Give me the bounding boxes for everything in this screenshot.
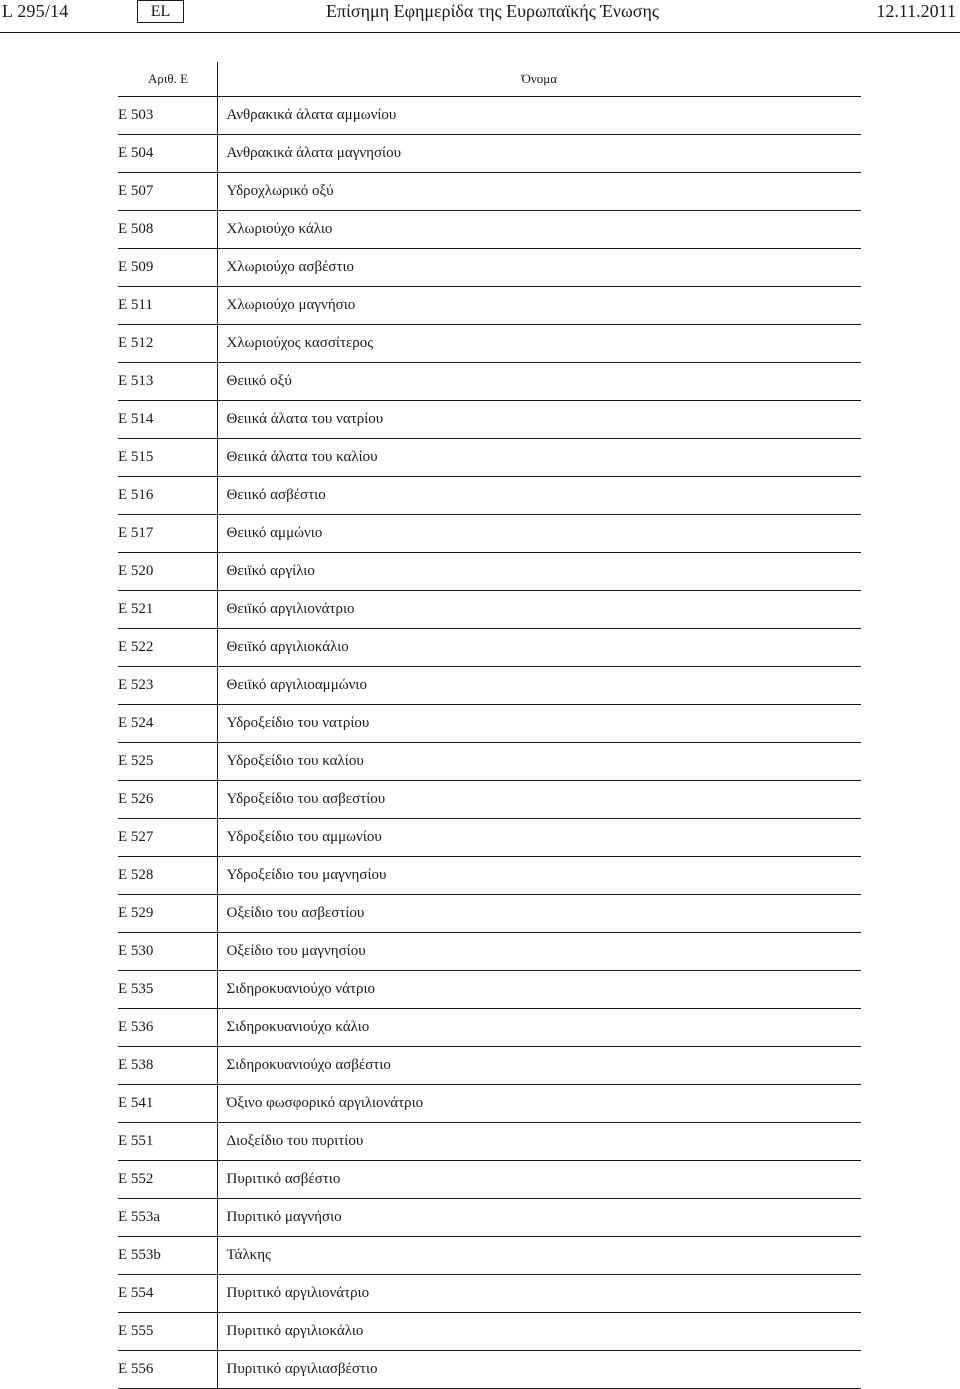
column-header-code: Αριθ. E bbox=[118, 62, 217, 97]
table-row bbox=[118, 895, 861, 933]
e-number-cell: E 525 bbox=[118, 743, 217, 781]
additive-name-cell: Οξείδιο του μαγνησίου bbox=[217, 933, 861, 971]
table-body bbox=[118, 97, 861, 1389]
additive-name-cell: Πυριτικό ασβέστιο bbox=[217, 1161, 861, 1199]
table-row bbox=[118, 401, 861, 439]
table-row bbox=[118, 1161, 861, 1199]
header-divider bbox=[0, 32, 960, 33]
table-row bbox=[118, 857, 861, 895]
additive-name-cell: Υδροξείδιο του νατρίου bbox=[217, 705, 861, 743]
table-row bbox=[118, 1123, 861, 1161]
e-number-cell: E 507 bbox=[118, 173, 217, 211]
e-number-cell: E 555 bbox=[118, 1313, 217, 1351]
e-number-cell: E 553a bbox=[118, 1199, 217, 1237]
page-header bbox=[0, 0, 960, 34]
additive-name-cell: Ανθρακικά άλατα αμμωνίου bbox=[217, 97, 861, 135]
table-row bbox=[118, 781, 861, 819]
e-number-cell: E 529 bbox=[118, 895, 217, 933]
e-number-cell: E 556 bbox=[118, 1351, 217, 1389]
additive-name-cell: Όξινο φωσφορικό αργιλιονάτριο bbox=[217, 1085, 861, 1123]
table-row bbox=[118, 211, 861, 249]
e-number-cell: E 513 bbox=[118, 363, 217, 401]
table-row bbox=[118, 1009, 861, 1047]
e-number-cell: E 554 bbox=[118, 1275, 217, 1313]
e-number-cell: E 527 bbox=[118, 819, 217, 857]
e-number-cell: E 504 bbox=[118, 135, 217, 173]
additive-name-cell: Θειϊκό αργιλιοκάλιο bbox=[217, 629, 861, 667]
table-row bbox=[118, 1275, 861, 1313]
additive-name-cell: Θειικά άλατα του καλίου bbox=[217, 439, 861, 477]
additive-name-cell: Θειικά άλατα του νατρίου bbox=[217, 401, 861, 439]
additive-name-cell: Σιδηροκυανιούχο νάτριο bbox=[217, 971, 861, 1009]
additive-name-cell: Θειικό οξύ bbox=[217, 363, 861, 401]
table-row bbox=[118, 325, 861, 363]
e-number-cell: E 524 bbox=[118, 705, 217, 743]
table-row bbox=[118, 819, 861, 857]
additive-name-cell: Οξείδιο του ασβεστίου bbox=[217, 895, 861, 933]
additive-name-cell: Χλωριούχο ασβέστιο bbox=[217, 249, 861, 287]
e-number-cell: E 541 bbox=[118, 1085, 217, 1123]
table-row bbox=[118, 743, 861, 781]
additive-name-cell: Σιδηροκυανιούχο ασβέστιο bbox=[217, 1047, 861, 1085]
language-badge: EL bbox=[137, 0, 184, 23]
e-number-cell: E 530 bbox=[118, 933, 217, 971]
table-row bbox=[118, 135, 861, 173]
table-row bbox=[118, 553, 861, 591]
additive-name-cell: Πυριτικό αργιλιονάτριο bbox=[217, 1275, 861, 1313]
additive-name-cell: Υδροξείδιο του αμμωνίου bbox=[217, 819, 861, 857]
table-row bbox=[118, 933, 861, 971]
table-row bbox=[118, 705, 861, 743]
table-row bbox=[118, 287, 861, 325]
column-header-name: Όνομα bbox=[217, 62, 861, 97]
table-row bbox=[118, 1199, 861, 1237]
additive-name-cell: Χλωριούχο μαγνήσιο bbox=[217, 287, 861, 325]
e-number-cell: E 514 bbox=[118, 401, 217, 439]
e-number-cell: E 515 bbox=[118, 439, 217, 477]
e-number-cell: E 528 bbox=[118, 857, 217, 895]
e-number-cell: E 509 bbox=[118, 249, 217, 287]
table-header-row bbox=[118, 62, 861, 97]
table-row bbox=[118, 1047, 861, 1085]
e-number-cell: E 526 bbox=[118, 781, 217, 819]
e-number-cell: E 535 bbox=[118, 971, 217, 1009]
e-number-cell: E 503 bbox=[118, 97, 217, 135]
additive-name-cell: Χλωριούχο κάλιο bbox=[217, 211, 861, 249]
additive-name-cell: Θειϊκό αργίλιο bbox=[217, 553, 861, 591]
additive-name-cell: Θειϊκό αργιλιονάτριο bbox=[217, 591, 861, 629]
table-row bbox=[118, 249, 861, 287]
additive-name-cell: Χλωριούχος κασσίτερος bbox=[217, 325, 861, 363]
e-number-cell: E 538 bbox=[118, 1047, 217, 1085]
page-reference: L 295/14 bbox=[2, 1, 69, 21]
additive-name-cell: Θειϊκό αργιλιοαμμώνιο bbox=[217, 667, 861, 705]
table-row bbox=[118, 667, 861, 705]
table-row bbox=[118, 971, 861, 1009]
e-number-cell: E 508 bbox=[118, 211, 217, 249]
table-row bbox=[118, 173, 861, 211]
e-number-cell: E 536 bbox=[118, 1009, 217, 1047]
additive-name-cell: Πυριτικό αργιλιοκάλιο bbox=[217, 1313, 861, 1351]
e-number-cell: E 517 bbox=[118, 515, 217, 553]
additive-name-cell: Υδροχλωρικό οξύ bbox=[217, 173, 861, 211]
e-number-cell: E 522 bbox=[118, 629, 217, 667]
table-row bbox=[118, 1085, 861, 1123]
additive-name-cell: Υδροξείδιο του καλίου bbox=[217, 743, 861, 781]
additive-name-cell: Διοξείδιο του πυριτίου bbox=[217, 1123, 861, 1161]
additive-name-cell: Τάλκης bbox=[217, 1237, 861, 1275]
additives-table bbox=[118, 62, 861, 1389]
additive-name-cell: Πυριτικό μαγνήσιο bbox=[217, 1199, 861, 1237]
e-number-cell: E 511 bbox=[118, 287, 217, 325]
e-number-cell: E 521 bbox=[118, 591, 217, 629]
table-row bbox=[118, 515, 861, 553]
table-row bbox=[118, 1237, 861, 1275]
additive-name-cell: Υδροξείδιο του ασβεστίου bbox=[217, 781, 861, 819]
additive-name-cell: Ανθρακικά άλατα μαγνησίου bbox=[217, 135, 861, 173]
e-number-cell: E 553b bbox=[118, 1237, 217, 1275]
additive-name-cell: Υδροξείδιο του μαγνησίου bbox=[217, 857, 861, 895]
journal-title: Επίσημη Εφημερίδα της Ευρωπαϊκής Ένωσης bbox=[326, 1, 660, 21]
e-number-cell: E 516 bbox=[118, 477, 217, 515]
additive-name-cell: Σιδηροκυανιούχο κάλιο bbox=[217, 1009, 861, 1047]
e-number-cell: E 512 bbox=[118, 325, 217, 363]
table-row bbox=[118, 97, 861, 135]
e-number-cell: E 552 bbox=[118, 1161, 217, 1199]
additive-name-cell: Θειικό αμμώνιο bbox=[217, 515, 861, 553]
e-number-cell: E 523 bbox=[118, 667, 217, 705]
table-row bbox=[118, 439, 861, 477]
e-number-cell: E 551 bbox=[118, 1123, 217, 1161]
table-row bbox=[118, 1313, 861, 1351]
table-row bbox=[118, 477, 861, 515]
table-row bbox=[118, 591, 861, 629]
publication-date: 12.11.2011 bbox=[876, 1, 956, 21]
e-number-cell: E 520 bbox=[118, 553, 217, 591]
table-row bbox=[118, 629, 861, 667]
table-row bbox=[118, 363, 861, 401]
additive-name-cell: Πυριτικό αργιλιασβέστιο bbox=[217, 1351, 861, 1389]
additive-name-cell: Θειικό ασβέστιο bbox=[217, 477, 861, 515]
table-row bbox=[118, 1351, 861, 1389]
